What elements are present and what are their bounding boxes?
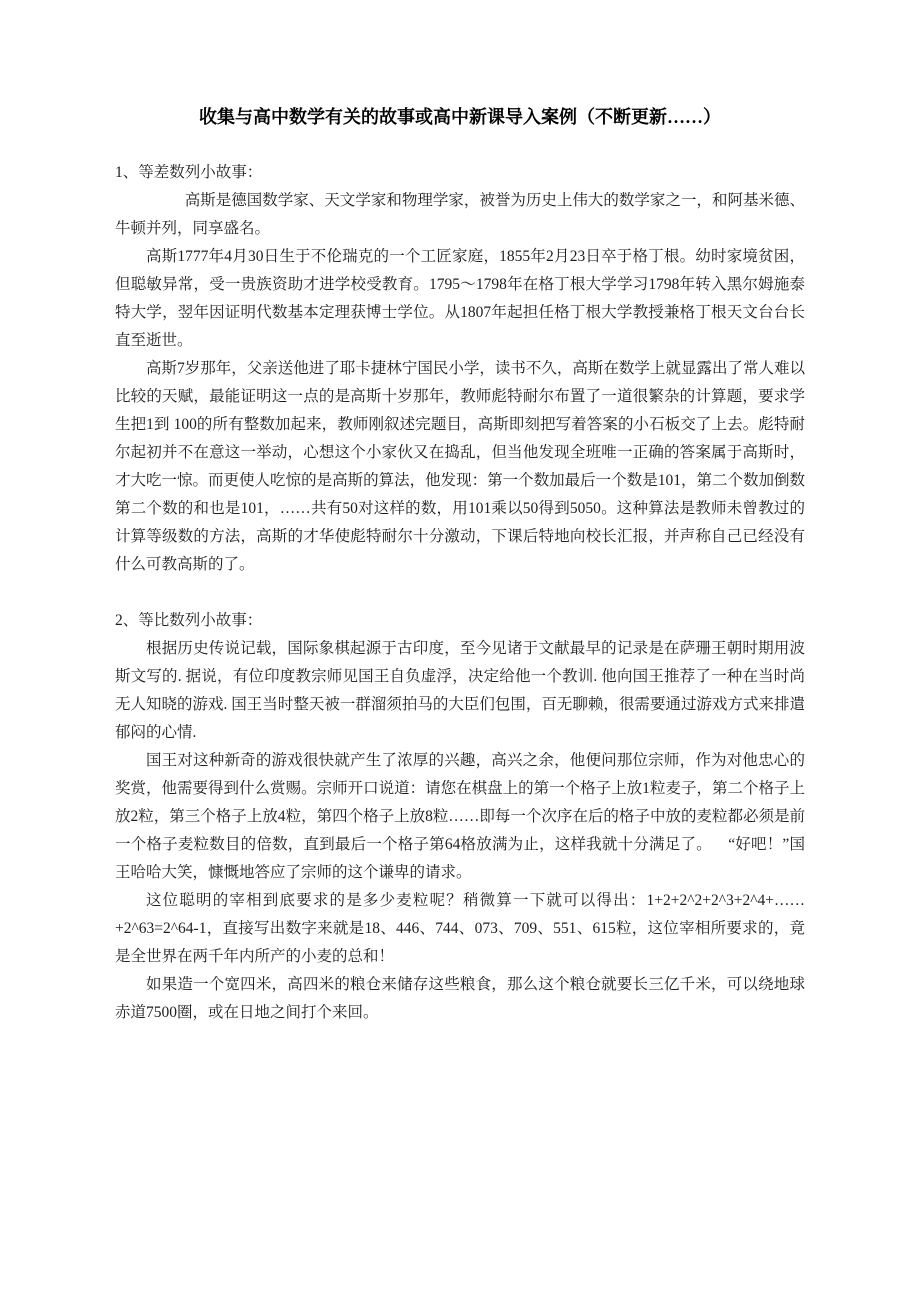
- paragraph-granary-size: 如果造一个宽四米，高四米的粮仓来储存这些粮食，那么这个粮仓就要长三亿千米，可以绕地球赤道7500圈，或在日地之间打个来回。: [115, 976, 805, 1021]
- document-title: 收集与高中数学有关的故事或高中新课导入案例（不断更新……）: [199, 107, 721, 127]
- section-geometric-sequence-story: [115, 607, 805, 1027]
- section-arithmetic-sequence-story: [115, 159, 805, 579]
- paragraph-wheat-calculation: 这位聪明的宰相到底要求的是多少麦粒呢？稍微算一下就可以得出：1+2+2^2+2^3+2^4+……+2^63=2^64-1，直接写出数字来就是18、446、744、073、709、551、615粒，这位宰相所要求的，竟是全世界在两千年内所产的小麦的总和！: [115, 892, 805, 965]
- section-1-heading: 1、等差数列小故事：: [115, 164, 263, 181]
- paragraph-king-reward: 国王对这种新奇的游戏很快就产生了浓厚的兴趣，高兴之余，他便问那位宗师，作为对他忠心的奖赏，他需要得到什么赏赐。宗师开口说道：请您在棋盘上的第一个格子上放1粒麦子，第二个格子上放2粒，第三个格子上放4粒，第四个格子上放8粒……即每一个次序在后的格子中放的麦粒都必须是前一个格子麦粒数目的倍数，直到最后一个格子第64格放满为止，这样我就十分满足了。 “好吧！”国王哈哈大笑，慷慨地答应了宗师的这个谦卑的请求。: [115, 752, 805, 881]
- paragraph-gauss-school-story: 高斯7岁那年，父亲送他进了耶卡捷林宁国民小学，读书不久，高斯在数学上就显露出了常人难以比较的天赋，最能证明这一点的是高斯十岁那年，教师彪特耐尔布置了一道很繁杂的计算题，要求学生把1到 100的所有整数加起来，教师刚叙述完题目，高斯即刻把写着答案的小石板交了上去。彪特耐尔起初并不在意这一举动，心想这个小家伙又在捣乱，但当他发现全班唯一正确的答案属于高斯时，才大吃一惊。而更使人吃惊的是高斯的算法，他发现：第一个数加最后一个数是101，第二个数加倒数第二个数的和也是101，……共有50对这样的数，用101乘以50得到5050。这种算法是教师未曾教过的计算等级数的方法，高斯的才华使彪特耐尔十分激动，下课后特地向校长汇报，并声称自己已经没有什么可教高斯的了。: [115, 360, 805, 573]
- paragraph-gauss-biography: 高斯1777年4月30日生于不伦瑞克的一个工匠家庭，1855年2月23日卒于格丁根。幼时家境贫困，但聪敏异常，受一贵族资助才进学校受教育。1795～1798年在格丁根大学学习1798年转入黑尔姆施泰特大学，翌年因证明代数基本定理获博士学位。从1807年起担任格丁根大学教授兼格丁根天文台台长直至逝世。: [115, 248, 805, 349]
- section-2-heading: 2、等比数列小故事：: [115, 612, 263, 629]
- paragraph-chess-origin: 根据历史传说记载，国际象棋起源于古印度，至今见诸于文献最早的记录是在萨珊王朝时期用波斯文写的. 据说，有位印度教宗师见国王自负虚浮，决定给他一个教训. 他向国王推荐了一种在当时尚无人知晓的游戏. 国王当时整天被一群溜须拍马的大臣们包围，百无聊赖，很需要通过游戏方式来排遣郁闷的心情.: [115, 640, 805, 741]
- paragraph-gauss-intro: 高斯是德国数学家、天文学家和物理学家，被誉为历史上伟大的数学家之一，和阿基米德、牛顿并列，同享盛名。: [115, 192, 805, 237]
